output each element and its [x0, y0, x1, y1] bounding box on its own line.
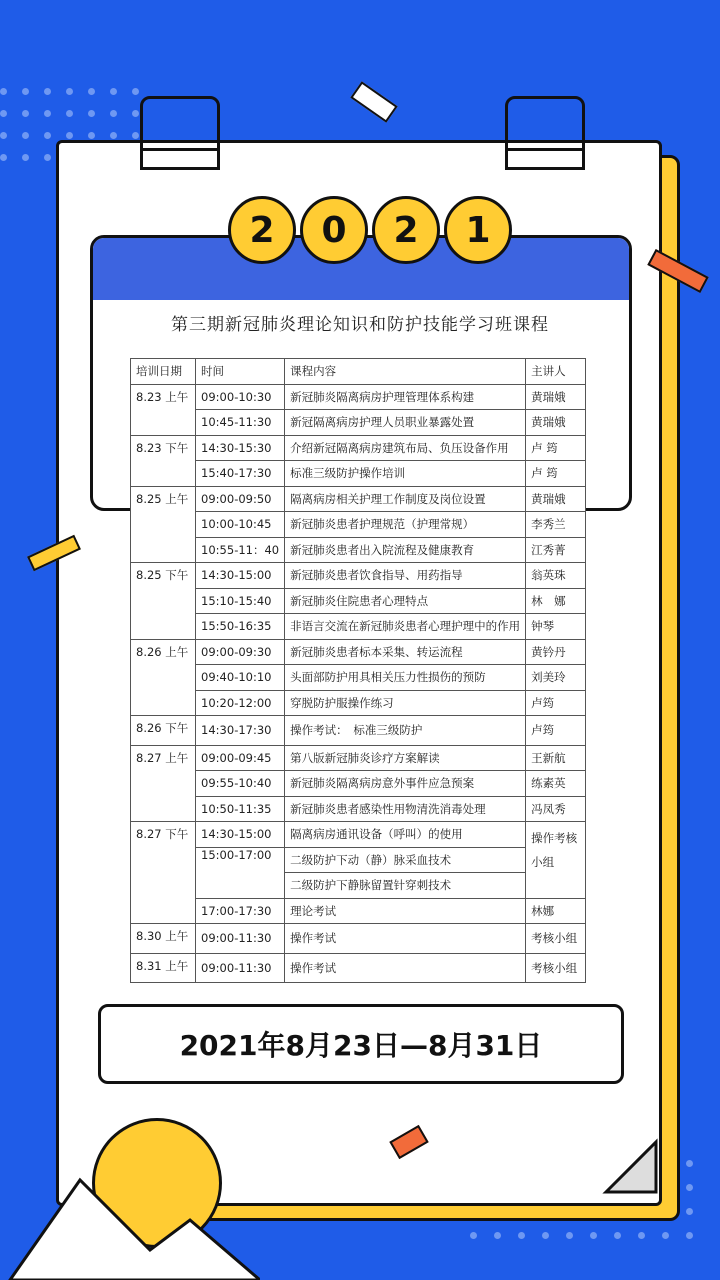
course-cell: 理论考试: [285, 898, 526, 924]
time-cell: 09:55-10:40: [196, 771, 285, 797]
course-cell: 新冠肺炎住院患者心理特点: [285, 588, 526, 614]
time-cell: 15:10-15:40: [196, 588, 285, 614]
dot: [110, 132, 117, 139]
table-row: [131, 953, 586, 983]
speaker-cell: 李秀兰: [526, 512, 586, 538]
time-cell: 15:40-17:30: [196, 461, 285, 487]
dot: [518, 1232, 525, 1239]
time-cell: 09:00-09:45: [196, 745, 285, 771]
time-cell: 14:30-17:30: [196, 716, 285, 746]
course-cell: 操作考试: [285, 953, 526, 983]
time-cell: 09:00-10:30: [196, 384, 285, 410]
date-cell: 8.23 上午: [131, 384, 196, 435]
date-cell: 8.27 下午: [131, 822, 196, 924]
table-row: [131, 898, 586, 924]
time-cell: 09:00-09:30: [196, 639, 285, 665]
course-cell: 新冠肺炎患者感染性用物清洗消毒处理: [285, 796, 526, 822]
dot: [0, 88, 7, 95]
dot: [662, 1232, 669, 1239]
date-range-text: 2021年8月23日—8月31日: [179, 1029, 543, 1062]
dot: [44, 110, 51, 117]
dot: [686, 1160, 693, 1167]
time-cell: 10:20-12:00: [196, 690, 285, 716]
dot: [66, 132, 73, 139]
course-cell: 新冠肺炎隔离病房意外事件应急预案: [285, 771, 526, 797]
dot: [44, 88, 51, 95]
course-cell: 隔离病房通讯设备（呼叫）的使用: [285, 822, 526, 848]
dot: [0, 154, 7, 161]
table-row: [131, 384, 586, 410]
table-row: [131, 745, 586, 771]
table-row: [131, 614, 586, 640]
time-cell: 10:55-11：40: [196, 537, 285, 563]
course-cell: 介绍新冠隔离病房建筑布局、负压设备作用: [285, 435, 526, 461]
speaker-cell: 黄瑞娥: [526, 384, 586, 410]
course-cell: 标准三级防护操作培训: [285, 461, 526, 487]
time-cell: 09:00-11:30: [196, 924, 285, 954]
speaker-cell: 考核小组: [526, 953, 586, 983]
speaker-cell: 卢 筠: [526, 435, 586, 461]
course-cell: 第八版新冠肺炎诊疗方案解读: [285, 745, 526, 771]
dot: [566, 1232, 573, 1239]
dot: [110, 88, 117, 95]
dot: [110, 110, 117, 117]
dot: [686, 1184, 693, 1191]
table-row: [131, 771, 586, 797]
header-speaker: 主讲人: [526, 359, 586, 385]
time-cell: 15:50-16:35: [196, 614, 285, 640]
course-cell: 新冠肺炎隔离病房护理管理体系构建: [285, 384, 526, 410]
dot: [88, 132, 95, 139]
time-cell: 09:00-11:30: [196, 953, 285, 983]
dot: [614, 1232, 621, 1239]
time-cell: 14:30-15:00: [196, 822, 285, 848]
table-row: [131, 716, 586, 746]
table-header-row: [131, 359, 586, 385]
year-digit: 2: [372, 196, 440, 264]
speaker-cell: 林 娜: [526, 588, 586, 614]
course-cell: 新冠肺炎患者饮食指导、用药指导: [285, 563, 526, 589]
time-cell: 17:00-17:30: [196, 898, 285, 924]
dot: [88, 88, 95, 95]
speaker-cell: 翁英珠: [526, 563, 586, 589]
date-cell: 8.25 下午: [131, 563, 196, 640]
dot: [22, 154, 29, 161]
dot: [66, 110, 73, 117]
table-row: [131, 410, 586, 436]
course-cell: 穿脱防护服操作练习: [285, 690, 526, 716]
table-row: [131, 435, 586, 461]
header-course: 课程内容: [285, 359, 526, 385]
course-cell: 操作考试: [285, 924, 526, 954]
speaker-cell: 黄瑞娥: [526, 486, 586, 512]
date-cell: 8.30 上午: [131, 924, 196, 954]
dot: [638, 1232, 645, 1239]
table-row: [131, 639, 586, 665]
header-date: 培训日期: [131, 359, 196, 385]
speaker-cell: 黄瑞娥: [526, 410, 586, 436]
dot: [0, 110, 7, 117]
dot: [66, 88, 73, 95]
page-curl-icon: [596, 1132, 666, 1202]
year-digit: 1: [444, 196, 512, 264]
table-row: [131, 796, 586, 822]
date-range-box: [98, 1004, 624, 1084]
course-cell: 隔离病房相关护理工作制度及岗位设置: [285, 486, 526, 512]
dot: [494, 1232, 501, 1239]
course-cell: 新冠肺炎患者护理规范（护理常规）: [285, 512, 526, 538]
dot: [44, 132, 51, 139]
time-cell: 10:00-10:45: [196, 512, 285, 538]
course-cell: 新冠肺炎患者出入院流程及健康教育: [285, 537, 526, 563]
table-row: [131, 847, 586, 873]
date-cell: 8.25 上午: [131, 486, 196, 563]
table-row: [131, 512, 586, 538]
speaker-cell: 黄钤丹: [526, 639, 586, 665]
dot: [686, 1208, 693, 1215]
date-cell: 8.31 上午: [131, 953, 196, 983]
year-badge: [228, 196, 512, 264]
speaker-cell: 卢筠: [526, 690, 586, 716]
course-cell: 二级防护下动（静）脉采血技术: [285, 847, 526, 873]
year-digit: 2: [228, 196, 296, 264]
time-cell: 10:45-11:30: [196, 410, 285, 436]
table-row: [131, 486, 586, 512]
table-row: [131, 822, 586, 848]
schedule-table: [130, 358, 586, 983]
table-row: [131, 563, 586, 589]
dot: [22, 110, 29, 117]
confetti-icon: [350, 81, 398, 123]
time-cell: 09:40-10:10: [196, 665, 285, 691]
dot: [132, 88, 139, 95]
time-cell: 14:30-15:00: [196, 563, 285, 589]
dot: [22, 88, 29, 95]
course-cell: 二级防护下静脉留置针穿刺技术: [285, 873, 526, 899]
dot: [132, 132, 139, 139]
speaker-cell: 林娜: [526, 898, 586, 924]
speaker-cell: 冯凤秀: [526, 796, 586, 822]
speaker-cell: 钟琴: [526, 614, 586, 640]
speaker-cell: 江秀菁: [526, 537, 586, 563]
date-cell: 8.26 下午: [131, 716, 196, 746]
dot: [542, 1232, 549, 1239]
speaker-cell: 卢 筠: [526, 461, 586, 487]
time-cell: 10:50-11:35: [196, 796, 285, 822]
table-row: [131, 665, 586, 691]
table-row: [131, 588, 586, 614]
table-row: [131, 461, 586, 487]
course-cell: 新冠肺炎患者标本采集、转运流程: [285, 639, 526, 665]
dot: [132, 110, 139, 117]
speaker-cell: 考核小组: [526, 924, 586, 954]
time-cell: 14:30-15:30: [196, 435, 285, 461]
table-row: [131, 690, 586, 716]
time-cell: 09:00-09:50: [196, 486, 285, 512]
date-cell: 8.27 上午: [131, 745, 196, 822]
date-cell: 8.23 下午: [131, 435, 196, 486]
dot: [470, 1232, 477, 1239]
table-row: [131, 537, 586, 563]
speaker-cell: 刘美玲: [526, 665, 586, 691]
header-time: 时间: [196, 359, 285, 385]
page-title: 第三期新冠肺炎理论知识和防护技能学习班课程: [171, 315, 549, 335]
dot: [590, 1232, 597, 1239]
mountain-icon: [0, 1170, 260, 1280]
time-cell: 15:00-17:00: [196, 847, 285, 898]
course-cell: 头面部防护用具相关压力性损伤的预防: [285, 665, 526, 691]
year-digit: 0: [300, 196, 368, 264]
speaker-cell: 操作考核小组: [526, 822, 586, 899]
table-body: [131, 384, 586, 983]
dot: [686, 1232, 693, 1239]
course-cell: 操作考试： 标准三级防护: [285, 716, 526, 746]
dot: [22, 132, 29, 139]
date-cell: 8.26 上午: [131, 639, 196, 716]
course-cell: 新冠隔离病房护理人员职业暴露处置: [285, 410, 526, 436]
speaker-cell: 练素英: [526, 771, 586, 797]
speaker-cell: 卢筠: [526, 716, 586, 746]
table-row: [131, 924, 586, 954]
course-cell: 非语言交流在新冠肺炎患者心理护理中的作用: [285, 614, 526, 640]
dot: [44, 154, 51, 161]
dot: [88, 110, 95, 117]
dot: [0, 132, 7, 139]
speaker-cell: 王新航: [526, 745, 586, 771]
